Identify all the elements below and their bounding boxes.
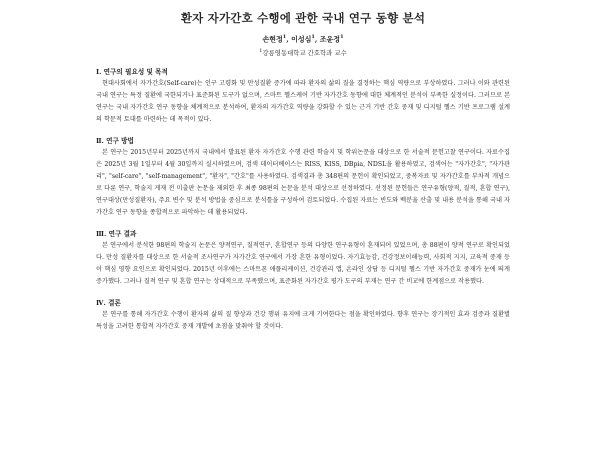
author-name: 이성심 <box>291 34 312 44</box>
paper-title: 환자 자가간호 수행에 관한 국내 연구 동향 분석 <box>180 11 426 25</box>
author-separator: , <box>286 34 292 44</box>
affiliation-text: 강릉영동대학교 간호학과 교수 <box>262 49 347 58</box>
section-heading: Ⅰ. 연구의 필요성 및 목적 <box>96 68 168 77</box>
section-method <box>96 135 510 219</box>
author-affiliation-mark: 1 <box>311 34 315 40</box>
author-affiliation-mark: 1 <box>282 34 287 40</box>
section-results <box>96 228 510 288</box>
author-list <box>96 34 510 44</box>
section-body: 현대사회에서 자가간호(Self-care)는 인구 고령화 및 만성질환 증가에 따라 환자의 삶의 질을 결정하는 핵심 역량으로 부상하였다. 그러나 이와 관련된 국내 연구는 특정 질환에 국한되거나 표준화된 도구가 없으며, 스마트 헬스케어 기반 자가간호 동향에 대한 체계적인 분석이 부족한 실정이다. 그러므로 본 연구는 국내 자가간호 연구 동향을 체계적으로 분석하여, 환자의 자가간호 역량을 강화할 수 있는 근거 기반 간호 중재 및 디지털 헬스 기반 프로그램 설계의 학문적 토대를 마련하는 데 목적이 있다. <box>96 80 510 124</box>
section-conclusion <box>96 297 510 333</box>
section-purpose <box>96 66 510 126</box>
section-body: 본 연구는 2015년부터 2025년까지 국내에서 발표된 환자 자가간호 수행 관련 학술지 및 학위논문을 대상으로 한 서술적 문헌고찰 연구이다. 자료수집은 2025년 3월 1일부터 4월 30일까지 실시하였으며, 검색 데이터베이스는 RISS, KISS, DBpia, NDSL을 활용하였고, 검색어는 "자가간호", "자가관리", "self-care", "self-management", "환자", "간호"를 사용하였다. 검색결과 총 348편의 문헌이 확인되었고, 중복자료 및 자가간호를 부차적 개념으로 다룬 연구, 학술지 게재 전 미출판 논문을 제외한 후 최종 98편의 논문을 분석 대상으로 선정하였다. 선정된 문헌들은 연구유형(양적, 질적, 혼합 연구), 연구대상(만성질환자), 주요 변수 및 분석 방법을 중심으로 분석틀을 구성하여 검토되었다. 수집된 자료는 빈도와 백분율 산출 및 내용 분석을 통해 국내 자가간호 연구 동향을 종합적으로 파악하는 데 활용되었다. <box>96 149 510 217</box>
section-body: 본 연구에서 분석한 98편의 학술지 논문은 양적연구, 질적연구, 혼합연구 등의 다양한 연구유형이 혼재되어 있었으며, 총 88편이 양적 연구로 확인되었다. 만성 질환자를 대상으로 한 서술적 조사연구가 자가간호 연구에서 가장 흔한 유형이었다. 자기효능감, 건강정보이해능력, 사회적 지지, 교육적 중재 등이 핵심 영향 요인으로 확인되었다. 2015년 이후에는 스마트폰 애플리케이션, 건강관리 앱, 온라인 상담 등 디지털 헬스 기반 자가간호 중재가 눈에 띄게 증가했다. 그러나 질적 연구 및 혼합 연구는 상대적으로 부족했으며, 표준화된 자가간호 평가 도구의 부재는 연구 간 비교에 한계점으로 작용했다. <box>96 242 510 286</box>
author-separator: , <box>314 34 320 44</box>
affiliation-mark: 1 <box>259 48 263 55</box>
section-heading: Ⅱ. 연구 방법 <box>96 137 134 146</box>
author-name: 손현정 <box>262 34 283 44</box>
affiliation <box>96 48 510 57</box>
author-name: 조윤정 <box>319 34 341 44</box>
section-heading: Ⅳ. 결론 <box>96 299 121 308</box>
section-heading: Ⅲ. 연구 결과 <box>96 230 137 239</box>
author-affiliation-mark: 1 <box>340 34 344 40</box>
section-body: 본 연구를 통해 자가간호 수행이 환자의 삶의 질 향상과 건강 행위 유지에 크게 기여한다는 점을 확인하였다. 향후 연구는 장기적인 효과 검증과 질환별 특성을 고려한 통합적 자가간호 중재 개발에 초점을 맞춰야 할 것이다. <box>96 311 510 331</box>
